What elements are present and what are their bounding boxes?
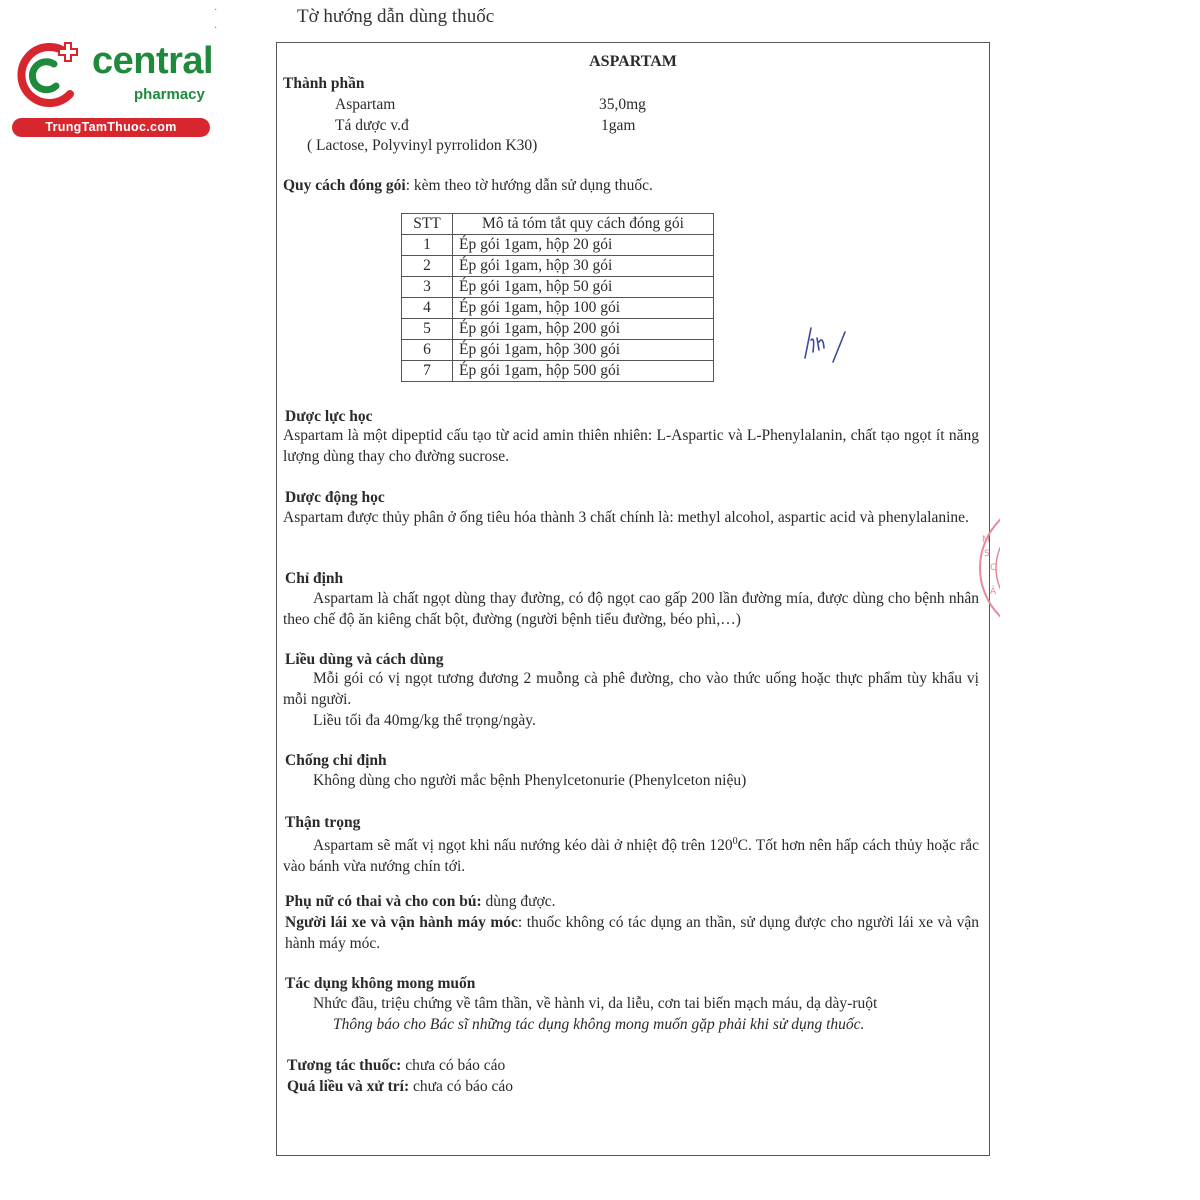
- pregnancy-heading: Phụ nữ có thai và cho con bú:: [285, 893, 482, 910]
- table-cell: Ép gói 1gam, hộp 200 gói: [453, 319, 714, 340]
- table-row: [402, 319, 714, 340]
- svg-text:M: M: [982, 535, 990, 545]
- table-cell: Ép gói 1gam, hộp 20 gói: [453, 235, 714, 256]
- overdose-line: [287, 1076, 513, 1097]
- table-cell: 4: [402, 298, 453, 319]
- ingredient-name: Tá dược v.đ: [335, 117, 409, 134]
- indications-heading: Chỉ định: [285, 570, 344, 587]
- company-stamp-icon: [976, 498, 1000, 638]
- pregnancy-line: [285, 891, 556, 912]
- logo-sub: pharmacy: [134, 86, 205, 103]
- table-cell: 1: [402, 235, 453, 256]
- table-header-row: [402, 214, 714, 235]
- table-cell: Ép gói 1gam, hộp 100 gói: [453, 298, 714, 319]
- table-cell: 2: [402, 256, 453, 277]
- table-cell: Ép gói 1gam, hộp 300 gói: [453, 340, 714, 361]
- table-header: STT: [402, 214, 453, 235]
- pharmacokinetics-text: Aspartam được thủy phân ở ống tiêu hóa thành 3 chất chính là: methyl alcohol, aspartic acid và phenylalanine.: [283, 509, 969, 526]
- precautions-heading: Thận trọng: [285, 814, 361, 831]
- pharmacokinetics-heading: Dược động học: [285, 489, 385, 506]
- ingredient-amount: 1gam: [601, 117, 636, 134]
- document-header: Tờ hướng dẫn dùng thuốc: [297, 6, 495, 27]
- overdose-heading: Quá liều và xử trí:: [287, 1078, 410, 1095]
- side-effects-heading: Tác dụng không mong muốn: [285, 975, 476, 992]
- dosage-text: Mỗi gói có vị ngọt tương đương 2 muỗng cà phê đường, cho vào thức uống hoặc thực phẩm tùy khẩu vị mỗi người.: [283, 670, 979, 708]
- indications-text: Aspartam là chất ngọt dùng thay đường, có độ ngọt cao gấp 200 lần đường mía, được dùng cho bệnh nhân theo chế độ ăn kiêng chất bột, đường (người bệnh tiểu đường, béo phì,…): [283, 590, 979, 628]
- central-pharmacy-logo[interactable]: [10, 36, 215, 136]
- side-effects-note: Thông báo cho Bác sĩ những tác dụng không mong muốn gặp phải khi sử dụng thuốc.: [333, 1016, 865, 1033]
- scan-specks: · ·: [214, 5, 218, 34]
- table-cell: 5: [402, 319, 453, 340]
- contraindications-heading: Chống chỉ định: [285, 752, 387, 769]
- table-cell: 7: [402, 361, 453, 382]
- table-row: [402, 340, 714, 361]
- driving-text: : thuốc không có tác dụng an thần, sử dụng được cho người lái xe và vận hành máy móc.: [285, 914, 980, 952]
- table-row: [402, 361, 714, 382]
- table-row: [402, 298, 714, 319]
- precautions-text-b: C. Tốt hơn nên hấp cách thủy hoặc rắc vào bánh vừa nướng chín tới.: [283, 837, 979, 876]
- svg-text:Ả: Ả: [990, 587, 997, 597]
- pregnancy-text: dùng được.: [481, 893, 556, 910]
- table-cell: 6: [402, 340, 453, 361]
- packaging-table: [401, 213, 714, 382]
- driving-heading: Người lái xe và vận hành máy móc: [285, 914, 518, 931]
- composition-heading: Thành phần: [283, 75, 365, 92]
- degree-sup: 0: [732, 836, 738, 847]
- side-effects-text: Nhức đầu, triệu chứng về tâm thần, về hành vi, da liễu, cơn tai biến mạch máu, dạ dày-ruột: [313, 995, 878, 1012]
- overdose-text: chưa có báo cáo: [409, 1078, 514, 1095]
- pharmacodynamics-text: Aspartam là một dipeptid cấu tạo từ acid amin thiên nhiên: L-Aspartic và L-Phenylalanin, chất tạo ngọt ít năng lượng dùng thay cho đường sucrose.: [283, 427, 979, 465]
- packaging-line: [283, 175, 653, 196]
- interactions-line: [287, 1055, 505, 1076]
- dosage-heading: Liều dùng và cách dùng: [285, 651, 444, 668]
- interactions-heading: Tương tác thuốc:: [287, 1057, 402, 1074]
- excipients: ( Lactose, Polyvinyl pyrrolidon K30): [307, 137, 538, 154]
- packaging-heading: Quy cách đóng gói: [283, 177, 406, 194]
- table-cell: 3: [402, 277, 453, 298]
- driving-line: [285, 912, 979, 954]
- signature-mark: [797, 318, 847, 368]
- pharmacodynamics-heading: Dược lực học: [285, 408, 373, 425]
- table-row: [402, 235, 714, 256]
- ingredient-name: Aspartam: [335, 96, 396, 113]
- central-logo-icon: [10, 36, 90, 116]
- interactions-text: chưa có báo cáo: [401, 1057, 506, 1074]
- logo-brand: central: [92, 40, 214, 82]
- packaging-text: : kèm theo tờ hướng dẫn sử dụng thuốc.: [405, 177, 653, 194]
- leaflet-page: [276, 42, 990, 1156]
- logo-url[interactable]: TrungTamThuoc.com: [12, 118, 210, 137]
- svg-text:C: C: [990, 563, 997, 573]
- precautions-text: [283, 831, 979, 877]
- table-row: [402, 256, 714, 277]
- table-cell: Ép gói 1gam, hộp 50 gói: [453, 277, 714, 298]
- table-header: Mô tả tóm tắt quy cách đóng gói: [453, 214, 714, 235]
- dosage-max: Liều tối đa 40mg/kg thể trọng/ngày.: [313, 712, 536, 729]
- ingredient-amount: 35,0mg: [599, 96, 646, 113]
- table-cell: Ép gói 1gam, hộp 30 gói: [453, 256, 714, 277]
- page-title: ASPARTAM: [589, 53, 677, 70]
- table-row: [402, 277, 714, 298]
- contraindications-text: Không dùng cho người mắc bệnh Phenylcetonurie (Phenylceton niệu): [313, 772, 747, 789]
- table-cell: Ép gói 1gam, hộp 500 gói: [453, 361, 714, 382]
- svg-text:S: S: [984, 549, 990, 559]
- precautions-text-a: Aspartam sẽ mất vị ngọt khi nấu nướng kéo dài ở nhiệt độ trên 120: [313, 837, 733, 855]
